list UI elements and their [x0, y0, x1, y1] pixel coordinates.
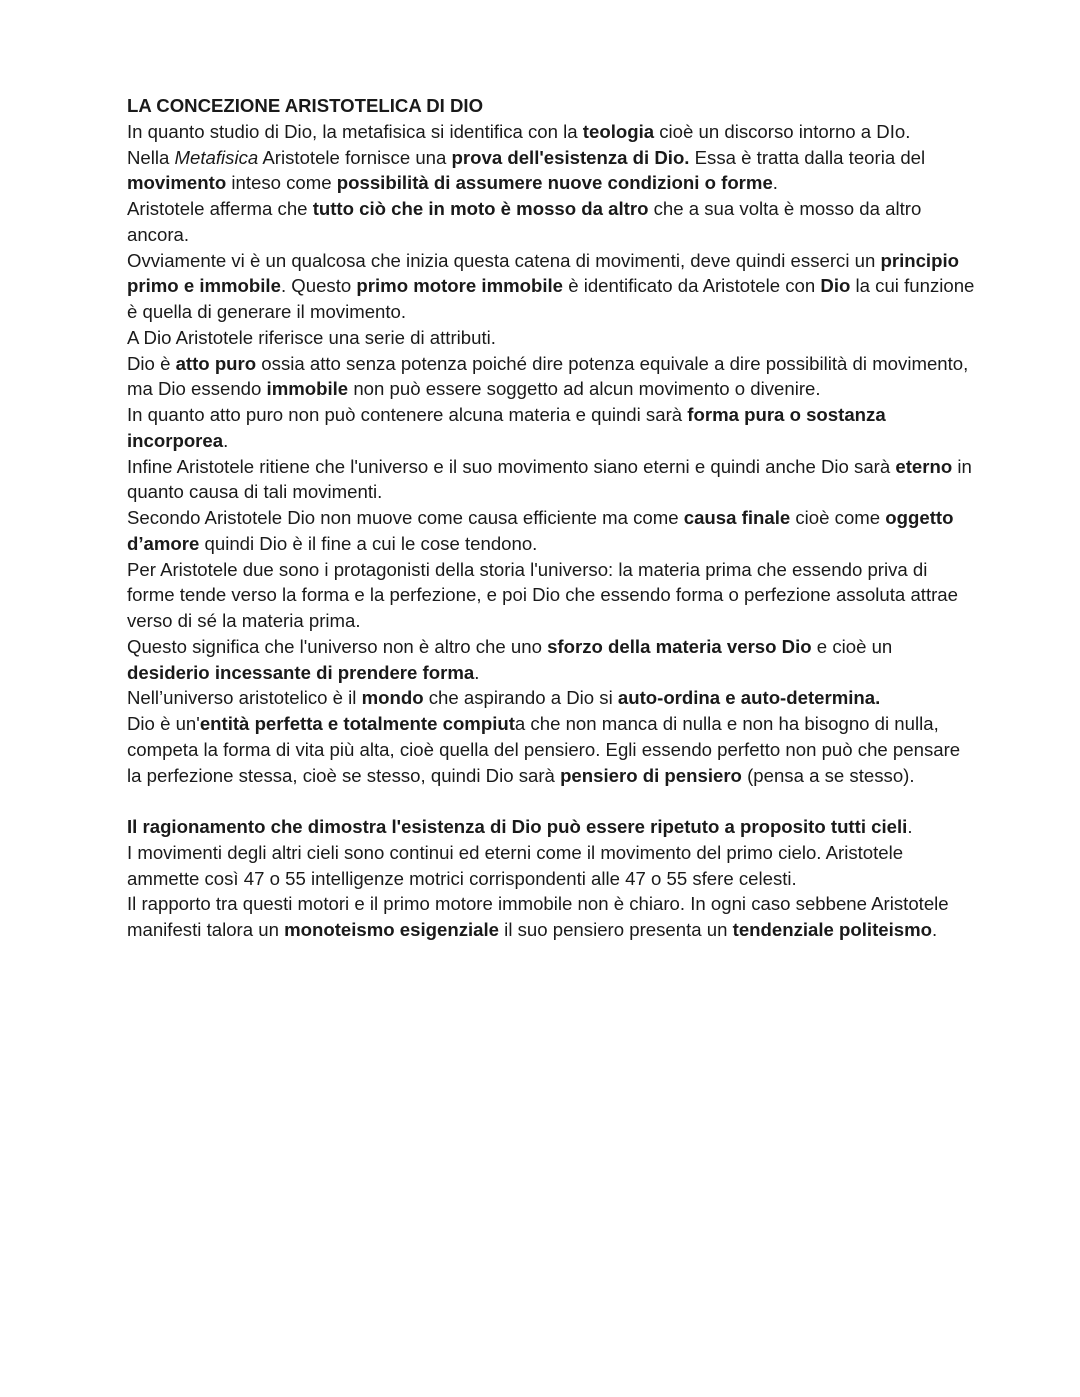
- document-page: [127, 93, 977, 943]
- text-run: Dio è un': [127, 713, 200, 734]
- bold-text: sforzo della materia verso Dio: [547, 635, 812, 657]
- text-run: che aspirando a Dio si: [423, 687, 618, 709]
- text-run: Nell’universo aristotelico è il: [127, 687, 362, 709]
- text-run: Il rapporto tra questi motori e il primo motore immobile non è chiaro. In ogni caso sebbene Aristotele manifesti talora un: [127, 893, 949, 940]
- bold-text: Il ragionamento che dimostra l'esistenza di Dio può essere ripetuto a proposito tutti cieli: [127, 816, 908, 837]
- text-run: Essa è tratta dalla teoria del: [689, 146, 926, 168]
- bold-text: forma pura o sostanza incorporea: [127, 404, 886, 451]
- text-run: e cioè un: [811, 635, 893, 657]
- bold-text: pensiero di pensiero: [560, 764, 742, 786]
- text-run: In quanto atto puro non può contenere alcuna materia e quindi sarà: [127, 404, 688, 425]
- bold-text: Dio: [820, 275, 851, 297]
- bold-text: entità perfetta e totalmente compiut: [199, 713, 515, 734]
- paragraph-gap: [127, 788, 977, 814]
- bold-text: mondo: [361, 687, 424, 709]
- text-run: cioè come: [790, 507, 886, 528]
- paragraph: [127, 248, 977, 325]
- bold-text: possibilità di assumere nuove condizioni o forme: [336, 172, 773, 194]
- bold-text: teologia: [582, 120, 655, 142]
- text-run: il suo pensiero presenta un: [499, 919, 733, 940]
- text-run: .: [474, 661, 480, 683]
- text-run: Infine Aristotele ritiene che l'universo e il suo movimento siano eterni e quindi anche Dio sarà: [127, 455, 896, 477]
- text-run: che a sua volta è mosso da altro ancora.: [127, 198, 922, 245]
- text-run: la cui funzione è quella di generare il movimento.: [127, 275, 975, 322]
- text-run: In quanto studio di Dio, la metafisica si identifica con la: [127, 120, 583, 142]
- bold-text: desiderio incessante di prendere forma: [127, 661, 475, 683]
- text-run: A Dio Aristotele riferisce una serie di attributi.: [127, 326, 496, 348]
- text-run: Nella: [127, 146, 175, 168]
- text-run: Per Aristotele due sono i protagonisti della storia l'universo: la materia prima che essendo priva di forme tende verso la forma e la perfezione, e poi Dio che essendo forma o perfezione assoluta attrae verso di sé la materia prima.: [127, 558, 958, 631]
- bold-text: immobile: [266, 378, 349, 400]
- paragraph: [127, 557, 977, 634]
- text-run: . Questo: [280, 275, 357, 297]
- bold-text: causa finale: [683, 507, 791, 528]
- paragraph: [127, 634, 977, 686]
- text-run: Ovviamente vi è un qualcosa che inizia questa catena di movimenti, deve quindi esserci un: [127, 249, 881, 271]
- bold-text: prova dell'esistenza di Dio.: [451, 146, 690, 168]
- paragraph: [127, 351, 977, 403]
- paragraph: [127, 814, 977, 840]
- text-run: Secondo Aristotele Dio non muove come causa efficiente ma come: [127, 507, 684, 528]
- text-run: Aristotele afferma che: [127, 198, 313, 219]
- paragraph: [127, 145, 977, 197]
- text-run: .: [223, 429, 229, 451]
- text-run: in quanto causa di tali movimenti.: [127, 455, 972, 503]
- text-run: Dio è: [127, 352, 176, 374]
- bold-text: principio primo e immobile: [127, 249, 959, 297]
- bold-text: eterno: [895, 455, 953, 477]
- bold-text: atto puro: [175, 352, 257, 374]
- text-run: quindi Dio è il fine a cui le cose tendono.: [199, 532, 538, 554]
- bold-text: tutto ciò che in moto è mosso da altro: [312, 198, 649, 219]
- text-run: .: [772, 172, 778, 194]
- text-run: cioè un discorso intorno a DIo.: [654, 120, 911, 142]
- paragraph: [127, 840, 977, 892]
- paragraph: [127, 454, 977, 506]
- paragraph: [127, 685, 977, 711]
- paragraph: [127, 891, 977, 943]
- text-run: è identificato da Aristotele con: [563, 275, 821, 297]
- bold-text: oggetto d’amore: [127, 507, 954, 554]
- document-title: LA CONCEZIONE ARISTOTELICA DI DIO: [127, 95, 484, 116]
- paragraph: [127, 325, 977, 351]
- bold-text: auto-ordina e auto-determina.: [617, 687, 881, 709]
- text-run: a che non manca di nulla e non ha bisogno di nulla, competa la forma di vita più alta, cioè quella del pensiero. Egli essendo perfetto non può che pensare la perfezione stessa, cioè se stesso, quindi Dio sarà: [127, 713, 961, 786]
- paragraph: [127, 505, 977, 557]
- text-run: ossia atto senza potenza poiché dire potenza equivale a dire possibilità di movimento, ma Dio essendo: [127, 352, 969, 400]
- italic-text: Metafisica: [174, 146, 259, 168]
- text-run: .: [907, 816, 913, 837]
- document-body: [127, 119, 977, 943]
- paragraph: [127, 119, 977, 145]
- text-run: inteso come: [226, 172, 337, 194]
- paragraph: [127, 196, 977, 248]
- bold-text: tendenziale politeismo: [732, 919, 933, 940]
- paragraph: [127, 711, 977, 788]
- text-run: non può essere soggetto ad alcun movimento o divenire.: [348, 378, 821, 400]
- bold-text: primo motore immobile: [356, 275, 564, 297]
- text-run: I movimenti degli altri cieli sono continui ed eterni come il movimento del primo cielo. Aristotele ammette così 47 o 55 intelligenze motrici corrispondenti alle 47 o 55 sfere celesti.: [127, 841, 904, 889]
- text-run: .: [932, 919, 938, 940]
- paragraph: [127, 402, 977, 454]
- text-run: Aristotele fornisce una: [258, 146, 452, 168]
- text-run: Questo significa che l'universo non è altro che uno: [127, 635, 548, 657]
- bold-text: movimento: [127, 172, 227, 194]
- text-run: (pensa a se stesso).: [741, 764, 915, 786]
- bold-text: monoteismo esigenziale: [284, 919, 500, 940]
